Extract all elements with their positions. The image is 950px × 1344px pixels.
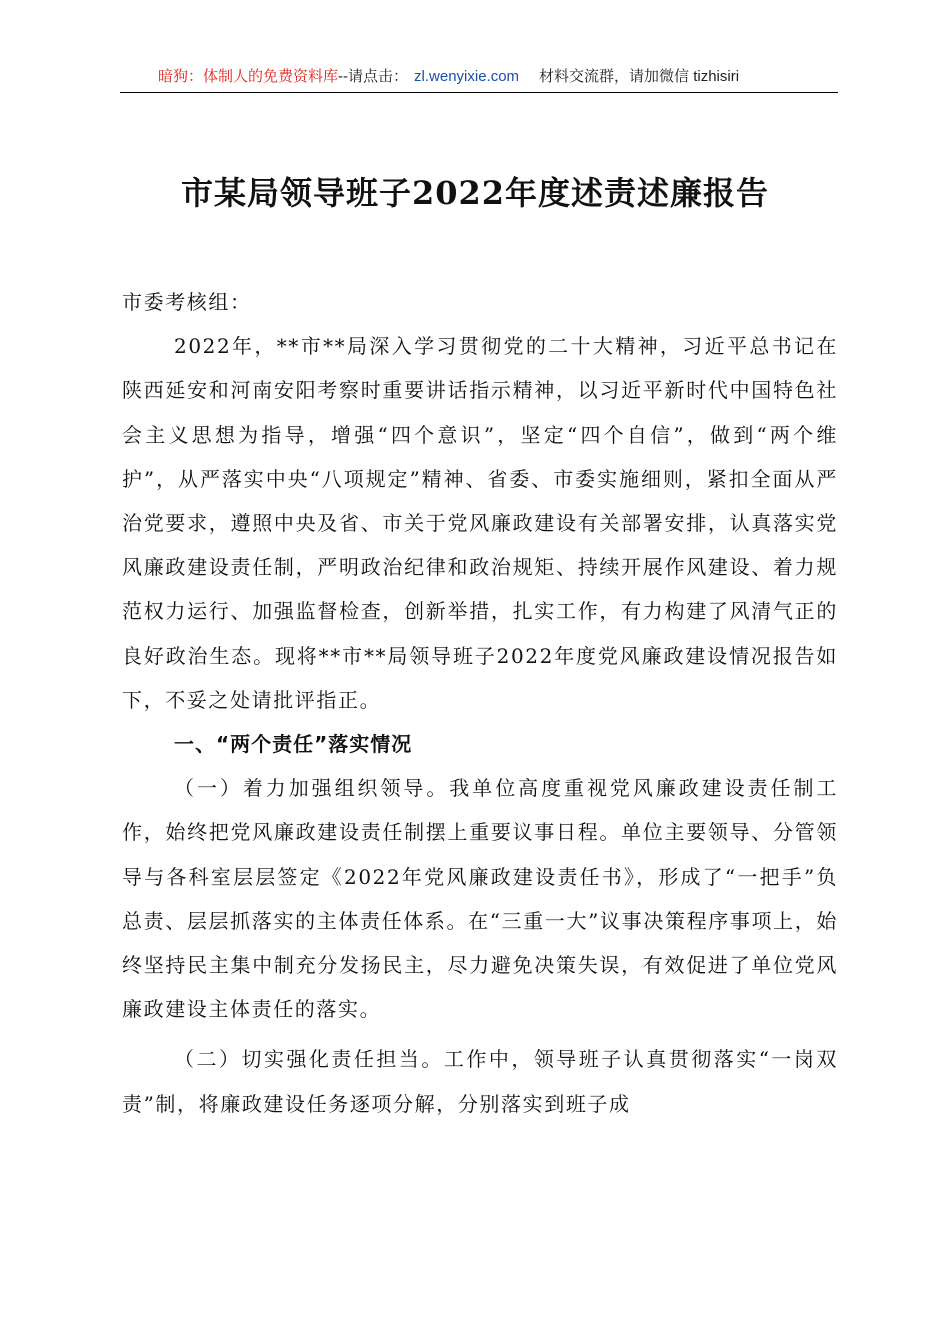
- intro-paragraph: 2022年，**市**局深入学习贯彻党的二十大精神，习近平总书记在陕西延安和河南安阳考察时重要讲话指示精神，以习近平新时代中国特色社会主义思想为指导，增强“四个意识”，坚定“四个自信”，做到“两个维护”，从严落实中央“八项规定”精神、省委、市委实施细则，紧扣全面从严治党要求，遵照中央及省、市关于党风廉政建设有关部署安排，认真落实党风廉政建设责任制，严明政治纪律和政治规矩、持续开展作风建设、着力规范权力运行、加强监督检查，创新举措，扎实工作，有力构建了风清气正的良好政治生态。现将**市**局领导班子2022年度党风廉政建设情况报告如下，不妥之处请批评指正。: [122, 334, 838, 712]
- header-wechat-note: 材料交流群，请加微信 tizhisiri: [539, 68, 740, 85]
- salutation: 市委考核组：: [122, 290, 252, 314]
- page-header: [120, 62, 838, 93]
- section-heading: 一、“两个责任”落实情况: [174, 732, 413, 757]
- header-click-prompt: --请点击：: [338, 68, 409, 85]
- header-promo-title: 暗狗：体制人的免费资料库: [158, 68, 339, 85]
- document-title: 市某局领导班子2022年度述责述廉报告: [180, 174, 770, 212]
- paragraph-organizational-leadership: （一）着力加强组织领导。我单位高度重视党风廉政建设责任制工作，始终把党风廉政建设责任制摆上重要议事日程。单位主要领导、分管领导与各科室层层签定《2022年党风廉政建设责任书》，形成了“一把手”负总责、层层抓落实的主体责任体系。在“三重一大”议事决策程序事项上，始终坚持民主集中制充分发扬民主，尽力避免决策失误，有效促进了单位党风廉政建设主体责任的落实。: [122, 776, 838, 1022]
- header-website-link[interactable]: zl.wenyixie.com: [414, 68, 520, 85]
- document-body: [122, 280, 838, 1126]
- paragraph-responsibility: （二）切实强化责任担当。工作中，领导班子认真贯彻落实“一岗双责”制，将廉政建设任务逐项分解，分别落实到班子成: [122, 1047, 838, 1116]
